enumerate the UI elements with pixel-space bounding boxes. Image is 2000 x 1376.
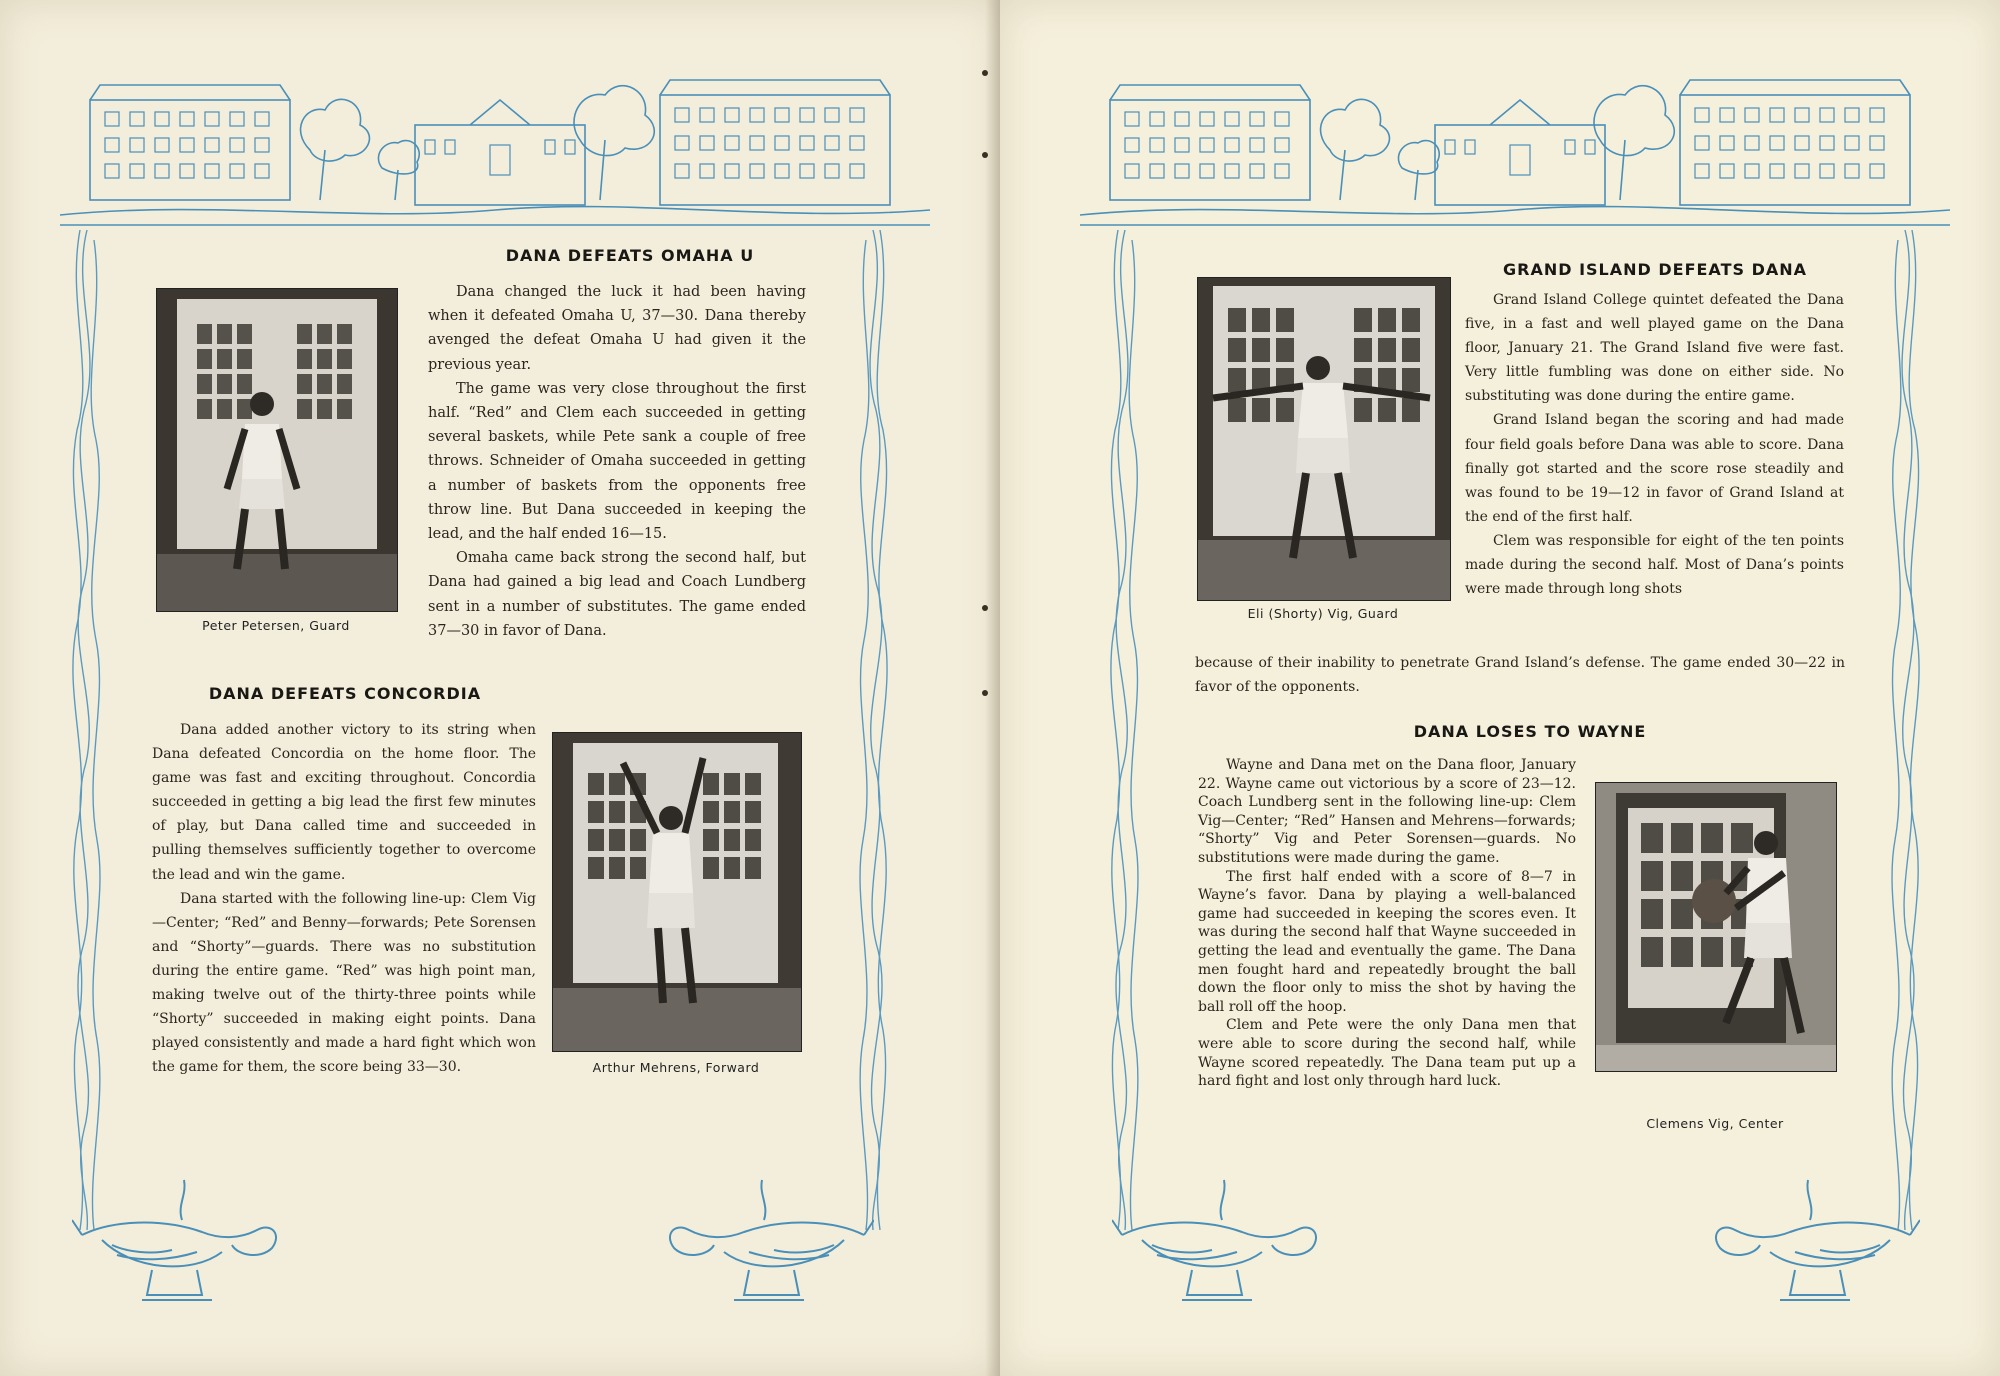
campus-header-illustration xyxy=(1075,50,1955,230)
oil-lamp-ornament-right xyxy=(644,1160,874,1310)
paragraph: Omaha came back strong the second half, but Dana had gained a big lead and Coach Lundberg sent in a number of substitutes. The game ended 37—30 in favor of Dana. xyxy=(428,550,806,639)
right-vine-border xyxy=(848,230,898,1230)
photo-clemens-vig xyxy=(1595,782,1837,1072)
photo-peter-petersen xyxy=(156,288,398,612)
article-heading-wayne: DANA LOSES TO WAYNE xyxy=(1413,722,1647,741)
paragraph: Clem and Pete were the only Dana men that were able to score during the second half, while Wayne scored repeatedly. The Dana team put up a hard fight and lost only through hard luck. xyxy=(1198,1017,1576,1090)
caption-eli-vig: Eli (Shorty) Vig, Guard xyxy=(1247,606,1399,621)
left-vine-border xyxy=(1100,230,1150,1230)
caption-arthur-mehrens: Arthur Mehrens, Forward xyxy=(592,1060,760,1075)
binding-hole xyxy=(982,690,988,696)
oil-lamp-ornament-left xyxy=(72,1160,292,1310)
caption-clemens-vig: Clemens Vig, Center xyxy=(1646,1116,1784,1131)
oil-lamp-ornament-left xyxy=(1112,1160,1332,1310)
paragraph: because of their inability to penetrate Grand Island’s defense. The game ended 30—22 in favor of the opponents. xyxy=(1195,655,1845,696)
paragraph: The first half ended with a score of 8—7 in Wayne’s favor. Dana by playing a well-balanced game had succeeded in keeping the scores even. It was during the second half that Wayne succeeded in getting the lead and eventually the game. The Dana men fought hard and repeatedly brought the ball down the floor only to miss the shot by having the ball roll off the hoop. xyxy=(1198,868,1576,1015)
paragraph: Grand Island College quintet defeated the Dana five, in a fast and well played game on the Dana floor, January 21. The Grand Island five were fast. Very little fumbling was done on either side. No substituting was done during the entire game. xyxy=(1465,292,1844,405)
right-vine-border xyxy=(1880,230,1930,1230)
binding-hole xyxy=(982,152,988,158)
paragraph: The game was very close throughout the first half. “Red” and Clem each succeeded in getting several baskets, while Pete sank a couple of free throws. Schneider of Omaha succeeded in getting a number of baskets from the opponents free throw line. But Dana succeeded in keeping the lead, and the half ended 16—15. xyxy=(428,380,806,543)
article-heading-concordia: DANA DEFEATS CONCORDIA xyxy=(208,684,482,703)
article-body-wayne xyxy=(1198,756,1576,1091)
article-body-grand-island-continued xyxy=(1195,651,1845,699)
article-heading-grand-island: GRAND ISLAND DEFEATS DANA xyxy=(1502,260,1808,279)
paragraph: Dana changed the luck it had been having when it defeated Omaha U, 37—30. Dana thereby avenged the defeat Omaha U had given it the previous year. xyxy=(428,284,806,373)
left-vine-border xyxy=(62,230,112,1230)
caption-peter-petersen: Peter Petersen, Guard xyxy=(202,618,350,633)
paragraph: Dana started with the following line-up: Clem Vig—Center; “Red” and Benny—forwards; Pete Sorensen and “Shorty”—guards. There was no substitution during the entire game. “Red” was high point man, making twelve out of the thirty-three points while “Shorty” succeeded in making eight points. Dana played consistently and made a hard fight which won the game for them, the score being 33—30. xyxy=(152,890,536,1076)
article-body-concordia xyxy=(152,718,536,1079)
article-body-grand-island xyxy=(1465,288,1844,601)
paragraph: Grand Island began the scoring and had made four field goals before Dana was able to score. Dana finally got started and the score rose steadily and was found to be 19—12 in favor of Grand Island at the end of the first half. xyxy=(1465,412,1844,525)
article-body-omaha xyxy=(428,280,806,643)
oil-lamp-ornament-right xyxy=(1690,1160,1920,1310)
right-page xyxy=(1000,0,2000,1376)
binding-hole xyxy=(982,605,988,611)
photo-eli-vig xyxy=(1197,277,1451,601)
article-heading-omaha: DANA DEFEATS OMAHA U xyxy=(505,246,755,265)
paragraph: Dana added another victory to its string when Dana defeated Concordia on the home floor. The game was fast and exciting throughout. Concordia succeeded in getting a big lead the first few minutes of play, but Dana called time and succeeded in pulling themselves sufficiently together to overcome the lead and win the game. xyxy=(152,722,536,883)
campus-header-illustration xyxy=(60,50,930,230)
paragraph: Clem was responsible for eight of the ten points made during the second half. Most of Dana’s points were made through long shots xyxy=(1465,532,1844,598)
photo-arthur-mehrens xyxy=(552,732,802,1052)
paragraph: Wayne and Dana met on the Dana floor, January 22. Wayne came out victorious by a score of 23—12. Coach Lundberg sent in the following line-up: Clem Vig—Center; “Red” Hansen and Mehrens—forwards; “Shorty” Vig and Peter Sorensen—guards. No substitutions were made during the game. xyxy=(1198,757,1576,866)
binding-hole xyxy=(982,70,988,76)
